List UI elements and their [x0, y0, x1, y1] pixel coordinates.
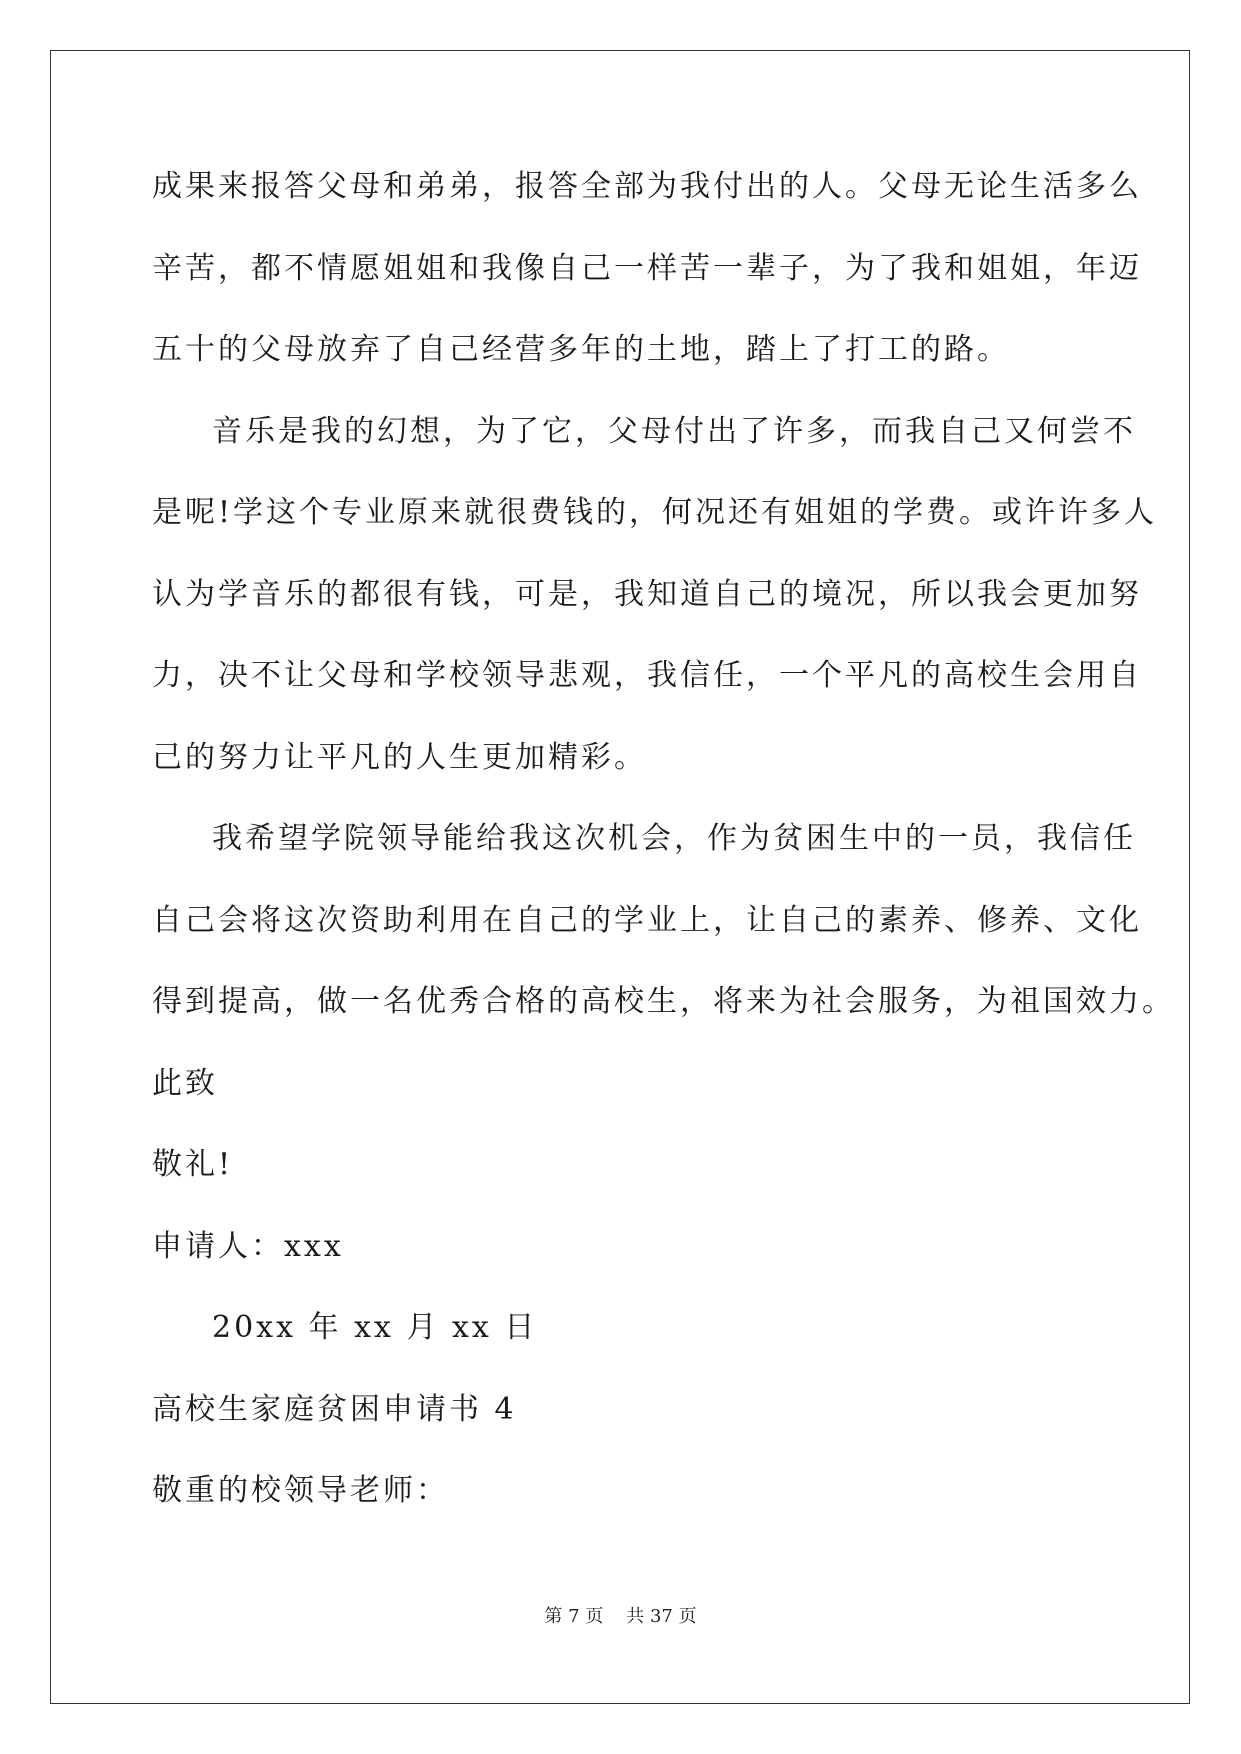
applicant-line: 申请人：xxx [152, 1228, 344, 1264]
paragraph-start-line: 音乐是我的幻想，为了它，父母付出了许多，而我自己又何尝不 [212, 413, 1136, 449]
text-line: 五十的父母放弃了自己经营多年的土地，踏上了打工的路。 [152, 332, 1010, 367]
paragraph-start-line: 我希望学院领导能给我这次机会，作为贫困生中的一员，我信任 [212, 821, 1136, 856]
page-number: 第 7 页 [544, 1606, 604, 1627]
greeting-line: 敬重的校领导老师： [152, 1473, 449, 1508]
text-line: 得到提高，做一名优秀合格的高校生，将来为社会服务，为祖国效力。 [152, 984, 1175, 1019]
closing-salutation: 此致 [152, 1065, 218, 1101]
text-line: 辛苦，都不情愿姐姐和我像自己一样苦一辈子，为了我和姐姐，年迈 [152, 250, 1142, 286]
page-footer [0, 1605, 1241, 1629]
text-line: 是呢!学这个专业原来就很费钱的，何况还有姐姐的学费。或许许多人 [152, 495, 1158, 530]
date-line: 20xx 年 xx 月 xx 日 [212, 1310, 538, 1345]
section-title: 高校生家庭贫困申请书 4 [152, 1391, 517, 1427]
closing-regards: 敬礼! [152, 1147, 234, 1182]
text-line: 成果来报答父母和弟弟，报答全部为我付出的人。父母无论生活多么 [152, 169, 1142, 204]
text-line: 己的努力让平凡的人生更加精彩。 [152, 739, 647, 775]
text-line: 自己会将这次资助利用在自己的学业上，让自己的素养、修养、文化 [152, 902, 1142, 938]
document-body [152, 165, 1175, 1551]
text-line: 力，决不让父母和学校领导悲观，我信任，一个平凡的高校生会用自 [152, 658, 1142, 693]
total-pages: 共 37 页 [626, 1606, 697, 1627]
text-line: 认为学音乐的都很有钱，可是，我知道自己的境况，所以我会更加努 [152, 576, 1142, 612]
